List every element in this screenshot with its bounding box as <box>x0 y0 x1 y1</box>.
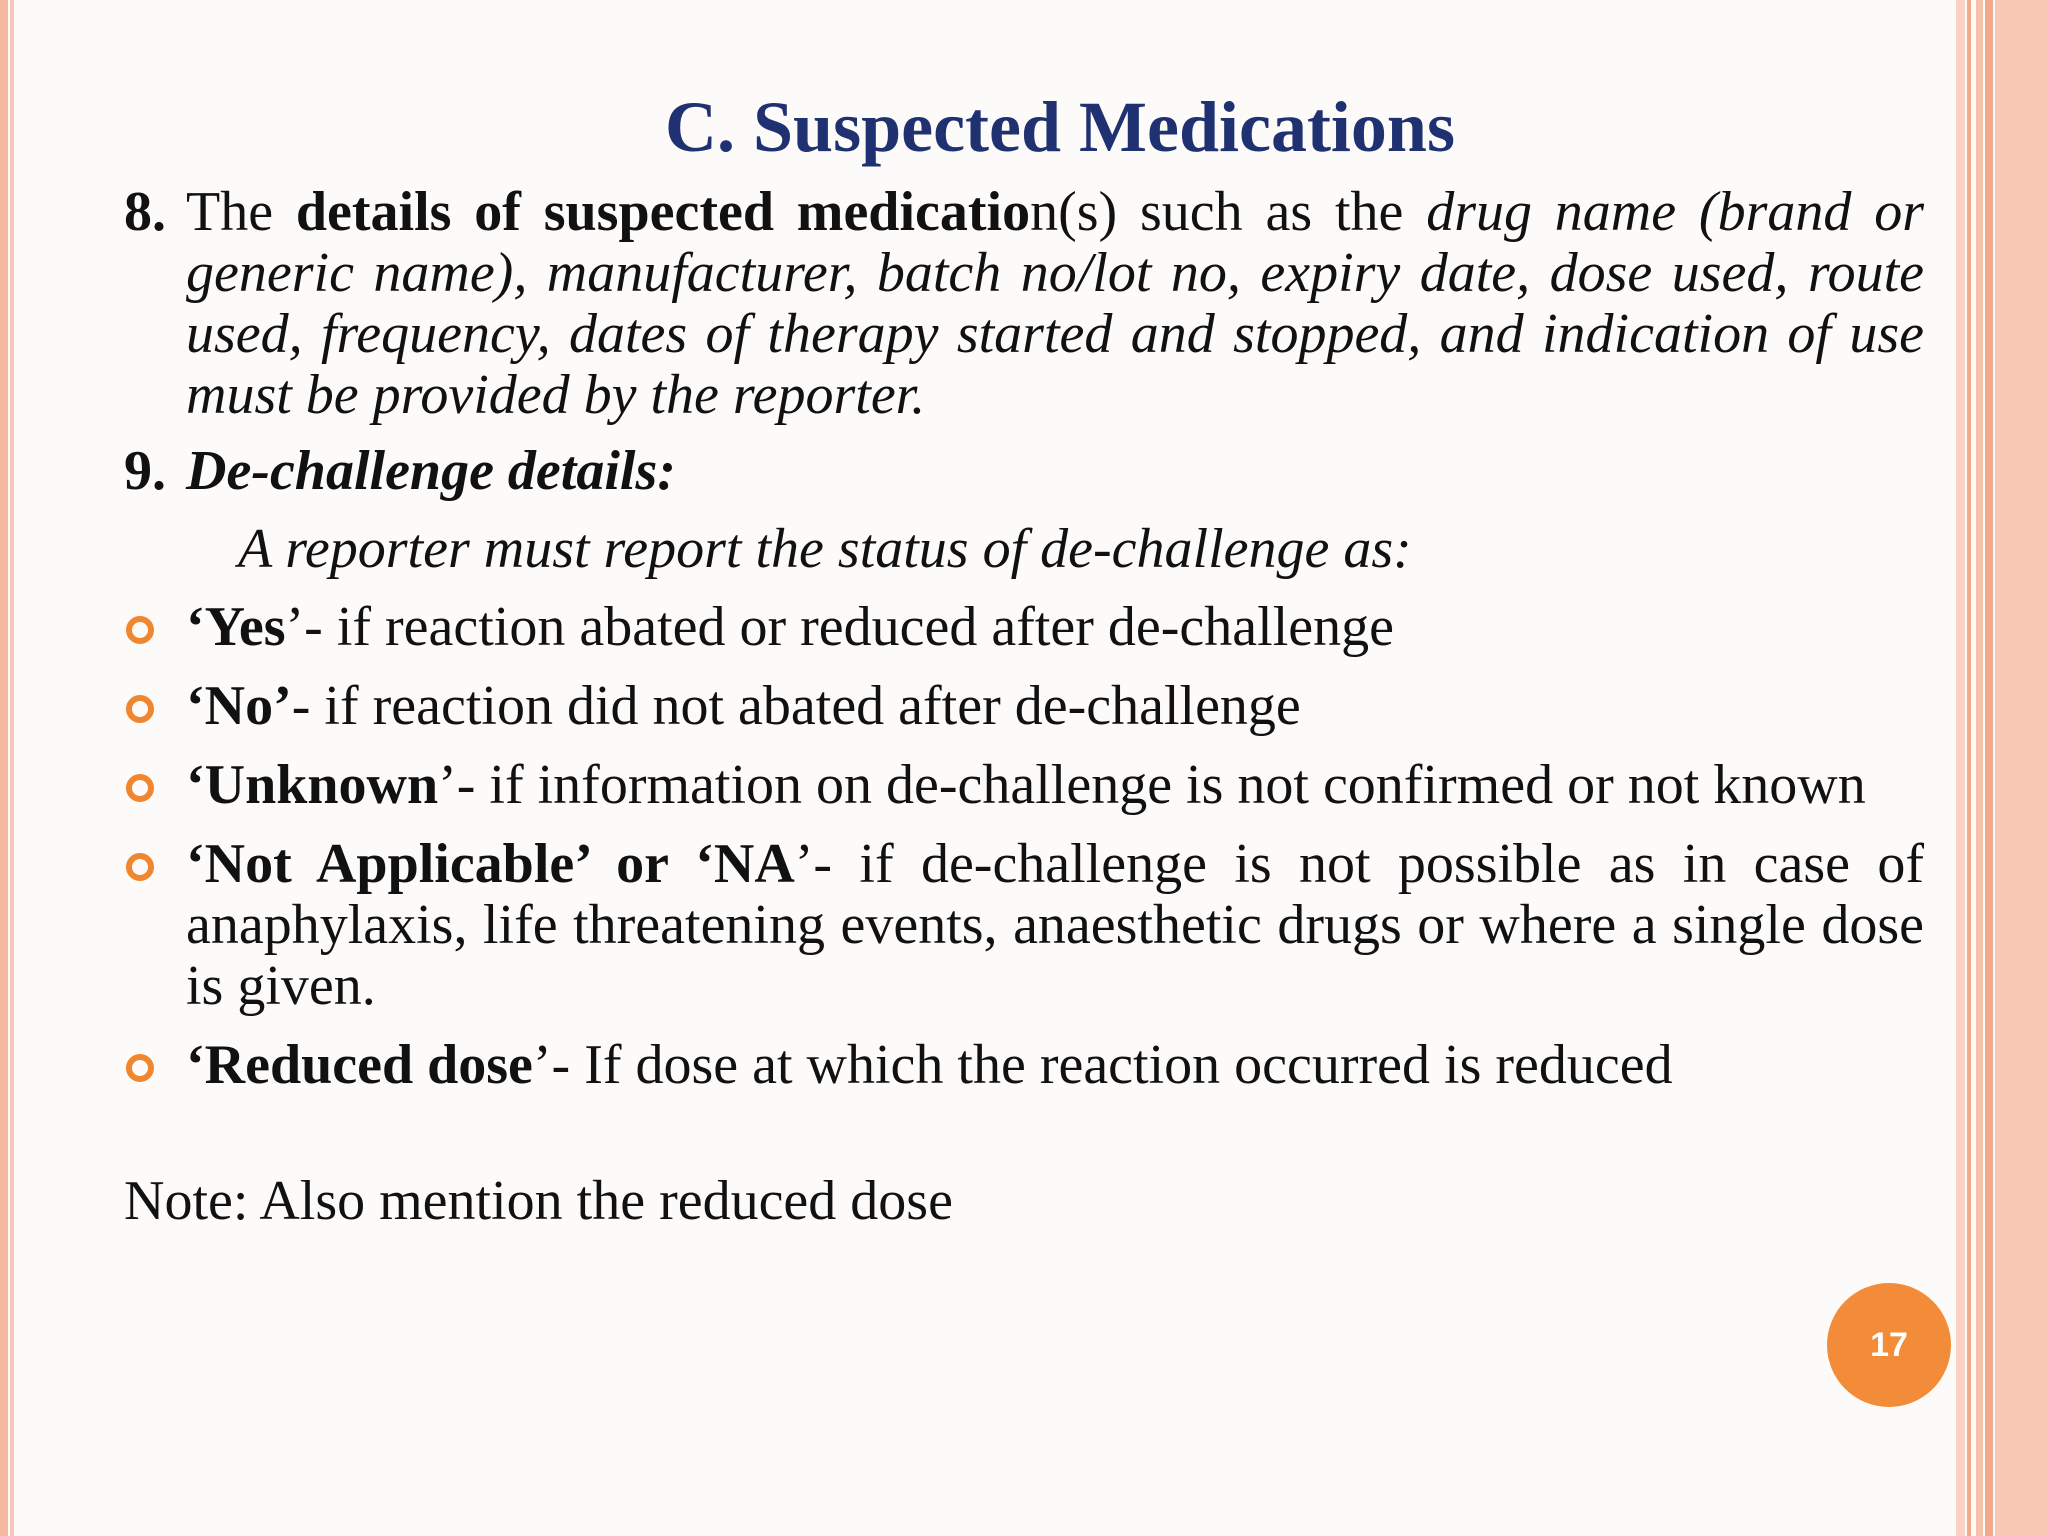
right-border-stripe <box>1956 0 1965 1536</box>
dechallenge-status-list <box>124 597 1924 1096</box>
ring-bullet-icon <box>126 616 154 644</box>
bullet-text: - if reaction did not abated after de-challenge <box>291 675 1301 737</box>
item-8-paragraph <box>124 182 1924 426</box>
dechallenge-intro: A reporter must report the status of de-challenge as: <box>238 518 1412 580</box>
item-8-text: n(s) such as the <box>1030 181 1427 243</box>
right-border-stripe <box>1985 0 1993 1536</box>
bullet-term: ‘No’ <box>186 675 292 737</box>
item-8-italic-text: drug name (brand or generic name), manufacturer, batch no/lot no, expiry date, dose used, route used, frequency, dates of therapy started and stopped, and indication of use must be provided by the reporter. <box>186 181 1924 426</box>
right-border-stripe <box>1967 0 1971 1536</box>
item-8-bold-text: details of suspected medicatio <box>295 181 1031 243</box>
ring-bullet-icon <box>126 774 154 802</box>
page-number-badge <box>1827 1283 1951 1407</box>
item-9-heading-text: De-challenge details: <box>186 440 676 502</box>
right-border-band <box>1995 0 2048 1536</box>
left-border-stripe <box>0 0 8 1536</box>
ring-bullet-icon <box>126 695 154 723</box>
bullet-text: ’- if de-challenge is not possible as in case of anaphylaxis, life threatening events, anaesthetic drugs or where a single dose is given. <box>186 833 1924 1017</box>
bullet-term: ‘Yes <box>186 596 286 658</box>
bullet-text: ’- If dose at which the reaction occurred is reduced <box>532 1034 1673 1096</box>
item-8-intro-text: The <box>186 181 296 243</box>
ring-bullet-icon <box>126 853 154 881</box>
right-border-stripe <box>1976 0 1983 1536</box>
bullet-text: ’- if reaction abated or reduced after de-challenge <box>285 596 1394 658</box>
list-item <box>124 834 1924 1017</box>
list-item <box>124 597 1924 658</box>
left-border-stripe-thin <box>10 0 14 1536</box>
page-number: 17 <box>1870 1325 1908 1364</box>
list-item <box>124 1035 1924 1096</box>
item-9-heading <box>124 441 1924 502</box>
note-text: Note: Also mention the reduced dose <box>124 1170 953 1232</box>
slide-title: C. Suspected Medications <box>665 87 1455 167</box>
list-item <box>124 755 1924 816</box>
item-8-number: 8. <box>124 181 166 243</box>
bullet-term: ‘Unknown <box>186 754 439 816</box>
slide-content <box>124 182 1924 1232</box>
bullet-text: ’- if information on de-challenge is not confirmed or not known <box>438 754 1866 816</box>
ring-bullet-icon <box>126 1054 154 1082</box>
list-item <box>124 676 1924 737</box>
bullet-term: ‘Not Applicable’ or ‘NA <box>186 833 795 895</box>
bullet-term: ‘Reduced dose <box>186 1034 533 1096</box>
item-9-number: 9. <box>124 440 166 502</box>
